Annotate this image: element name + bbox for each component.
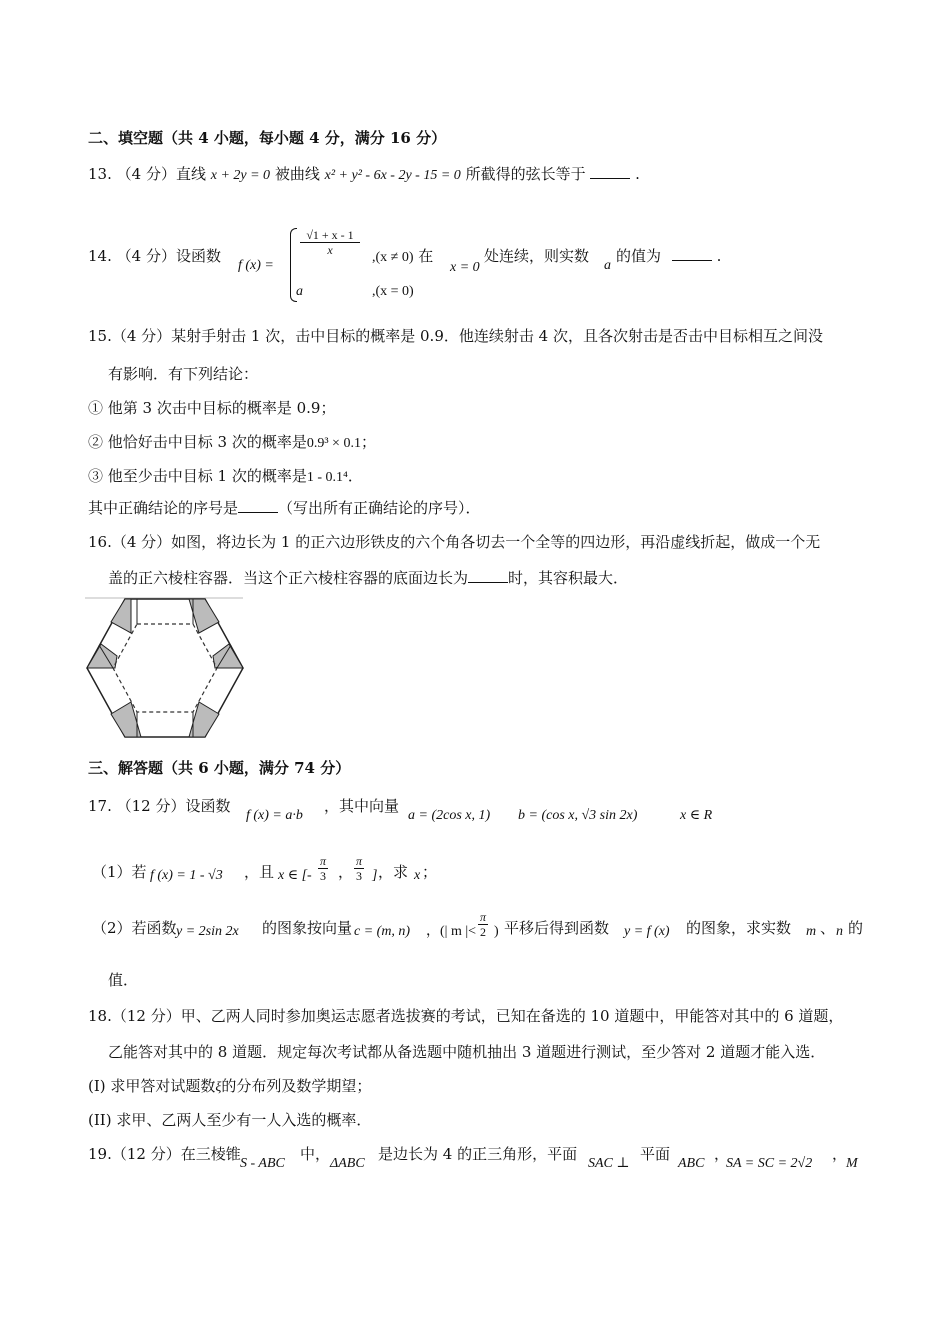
text: (I) 求甲答对试题数 bbox=[88, 1077, 216, 1095]
fraction bbox=[300, 228, 360, 257]
numerator: π bbox=[320, 854, 327, 868]
condition-1: ,(x ≠ 0) bbox=[372, 250, 414, 265]
text: 其中正确结论的序号是 bbox=[88, 499, 239, 517]
text: 时，其容积最大． bbox=[508, 569, 629, 587]
answer-blank bbox=[468, 568, 508, 583]
math-abc: ABC bbox=[678, 1156, 705, 1171]
text: 平面 bbox=[640, 1145, 671, 1163]
fraction-pi3 bbox=[354, 854, 364, 883]
text: ，且 bbox=[244, 863, 275, 881]
question-15-ask bbox=[88, 498, 481, 518]
punct: . bbox=[635, 165, 640, 183]
punct: ． bbox=[347, 467, 363, 485]
punct: ， bbox=[714, 1145, 730, 1163]
math-fx: f (x) = a·b bbox=[246, 808, 303, 823]
point-line bbox=[450, 256, 480, 278]
question-19-lead: 19.（12 分）在三棱锥 bbox=[88, 1145, 241, 1163]
punct: . bbox=[716, 247, 722, 265]
numerator: √1 + x - 1 bbox=[300, 228, 360, 243]
math-m: M bbox=[846, 1156, 858, 1171]
question-16-line2 bbox=[108, 568, 628, 588]
question-number: 13. bbox=[88, 165, 112, 183]
math-triangle: ΔABC bbox=[330, 1156, 365, 1171]
question-17-lead bbox=[88, 796, 231, 816]
fraction bbox=[354, 854, 364, 883]
text: 平移后得到函数 bbox=[504, 919, 610, 937]
math-line: x + 2y = 0 bbox=[210, 168, 271, 183]
math-at: x = 0 bbox=[450, 260, 480, 275]
denominator: 3 bbox=[356, 869, 362, 883]
question-number: 17. bbox=[88, 797, 112, 815]
math-n: n bbox=[836, 924, 843, 939]
math-pyramid: S - ABC bbox=[240, 1156, 285, 1171]
text: 的值为 bbox=[616, 247, 662, 265]
text: （写出所有正确结论的序号）． bbox=[278, 499, 481, 517]
math-cond: f (x) = 1 - √3 bbox=[150, 868, 223, 883]
punct: 、 bbox=[820, 919, 836, 937]
q17-part1-lead: （1）若 bbox=[92, 863, 147, 881]
math-a: a bbox=[604, 258, 611, 273]
piecewise-a: a bbox=[296, 284, 303, 299]
text: 的图象按向量 bbox=[262, 919, 353, 937]
q17-part2-end: 值． bbox=[108, 971, 139, 989]
text: 处连续，则实数 bbox=[484, 247, 590, 265]
text: 中， bbox=[300, 1145, 331, 1163]
fraction-pi3-neg bbox=[318, 854, 328, 883]
punct: ； bbox=[360, 433, 376, 451]
punct: ) bbox=[494, 924, 499, 939]
numerator: π bbox=[356, 854, 363, 868]
math-curve: x² + y² - 6x - 2y - 15 = 0 bbox=[324, 168, 461, 183]
vector-b: b = (cos x, √3 sin 2x) bbox=[518, 808, 638, 823]
punct: ， bbox=[832, 1145, 848, 1163]
section3-heading: 三、解答题（共 6 小题，满分 74 分） bbox=[88, 759, 351, 777]
vector-c: c = (m, n) bbox=[354, 924, 411, 939]
punct: ； bbox=[422, 863, 438, 881]
question-18-line1: 18.（12 分）甲、乙两人同时参加奥运志愿者选拔赛的考试，已知在备选的 10 道题中，甲能答对其中的 6 道题， bbox=[88, 1007, 844, 1025]
math-func: y = 2sin 2x bbox=[176, 924, 239, 939]
math-xi: ξ bbox=[215, 1080, 222, 1095]
question-14-end bbox=[616, 246, 721, 266]
question-13 bbox=[88, 164, 640, 186]
question-14-tail bbox=[484, 246, 589, 266]
fraction-pi2 bbox=[478, 910, 488, 939]
answer-blank bbox=[238, 498, 278, 513]
q18-part2: (II) 求甲、乙两人至少有一人入选的概率． bbox=[88, 1111, 372, 1129]
conclusion-1: ① 他第 3 次击中目标的概率是 0.9； bbox=[88, 399, 336, 417]
hexagon-figure bbox=[85, 596, 245, 738]
piecewise-cond1-line bbox=[372, 246, 433, 268]
section2-heading: 二、填空题（共 4 小题，每小题 4 分，满分 16 分） bbox=[88, 129, 447, 147]
answer-blank bbox=[672, 246, 712, 261]
text: 盖的正六棱柱容器．当这个正六棱柱容器的底面边长为 bbox=[108, 569, 469, 587]
question-15-line1: 15.（4 分）某射手射击 1 次，击中目标的概率是 0.9．他连续射击 4 次，且各次射击是否击中目标相互之间没 bbox=[88, 327, 823, 345]
condition-2: ,(x = 0) bbox=[372, 284, 414, 299]
math-x: x bbox=[414, 868, 421, 883]
denominator: 3 bbox=[320, 869, 326, 883]
question-number: 14. bbox=[88, 247, 112, 265]
score-label: （4 分）设函数 bbox=[116, 247, 221, 265]
q17-part2-lead: （2）若函数 bbox=[92, 919, 177, 937]
question-18-line2: 乙能答对其中的 8 道题．规定每次考试都从备选题中随机抽出 3 道题进行测试，至少答对 2 道题才能入选． bbox=[108, 1043, 826, 1061]
text: 的分布列及数学期望； bbox=[221, 1077, 372, 1095]
q18-part1 bbox=[88, 1076, 371, 1098]
math-prob: 0.9³ × 0.1 bbox=[306, 436, 361, 451]
text: 的 bbox=[848, 919, 864, 937]
math-fx: f (x) = bbox=[238, 258, 274, 273]
math-plane: SAC ⊥ bbox=[588, 1156, 630, 1171]
math-m: m bbox=[806, 924, 817, 939]
text: ③ 他至少击中目标 1 次的概率是 bbox=[88, 467, 307, 485]
denominator: x bbox=[327, 243, 333, 257]
text: 所截得的弦长等于 bbox=[465, 165, 586, 183]
score-label: （12 分）设函数 bbox=[116, 797, 231, 815]
conclusion-2 bbox=[88, 432, 376, 454]
question-16-line1: 16.（4 分）如图，将边长为 1 的正六边形铁皮的六个角各切去一个全等的四边形，再沿虚线折起，做成一个无 bbox=[88, 533, 821, 551]
interval-open: x ∈ [- bbox=[278, 868, 312, 883]
text: ② 他恰好击中目标 3 次的概率是 bbox=[88, 433, 307, 451]
numerator: π bbox=[480, 910, 487, 924]
text: 的图象，求实数 bbox=[686, 919, 792, 937]
piecewise-fraction bbox=[300, 228, 360, 257]
math-lengths: SA = SC = 2√2 bbox=[726, 1156, 813, 1171]
text: ，其中向量 bbox=[324, 797, 400, 815]
math-target: y = f (x) bbox=[624, 924, 670, 939]
vector-a: a = (2cos x, 1) bbox=[408, 808, 491, 823]
answer-blank bbox=[590, 164, 630, 179]
denominator: 2 bbox=[480, 925, 486, 939]
conclusion-3 bbox=[88, 466, 363, 488]
fraction bbox=[318, 854, 328, 883]
text: 是边长为 4 的正三角形，平面 bbox=[378, 1145, 578, 1163]
fraction bbox=[478, 910, 488, 939]
text: 在 bbox=[418, 247, 434, 265]
math-cond: ，(| m |< bbox=[426, 924, 477, 939]
text: 被曲线 bbox=[274, 165, 320, 183]
domain-x: x ∈ R bbox=[680, 808, 713, 823]
interval-close: ] bbox=[372, 868, 378, 883]
score-label: （4 分）直线 bbox=[116, 165, 206, 183]
math-prob: 1 - 0.1⁴ bbox=[306, 470, 348, 485]
question-14-lead bbox=[88, 246, 221, 266]
question-15-line2: 有影响．有下列结论： bbox=[108, 365, 259, 383]
punct: ， bbox=[338, 863, 354, 881]
text: ，求 bbox=[378, 863, 409, 881]
